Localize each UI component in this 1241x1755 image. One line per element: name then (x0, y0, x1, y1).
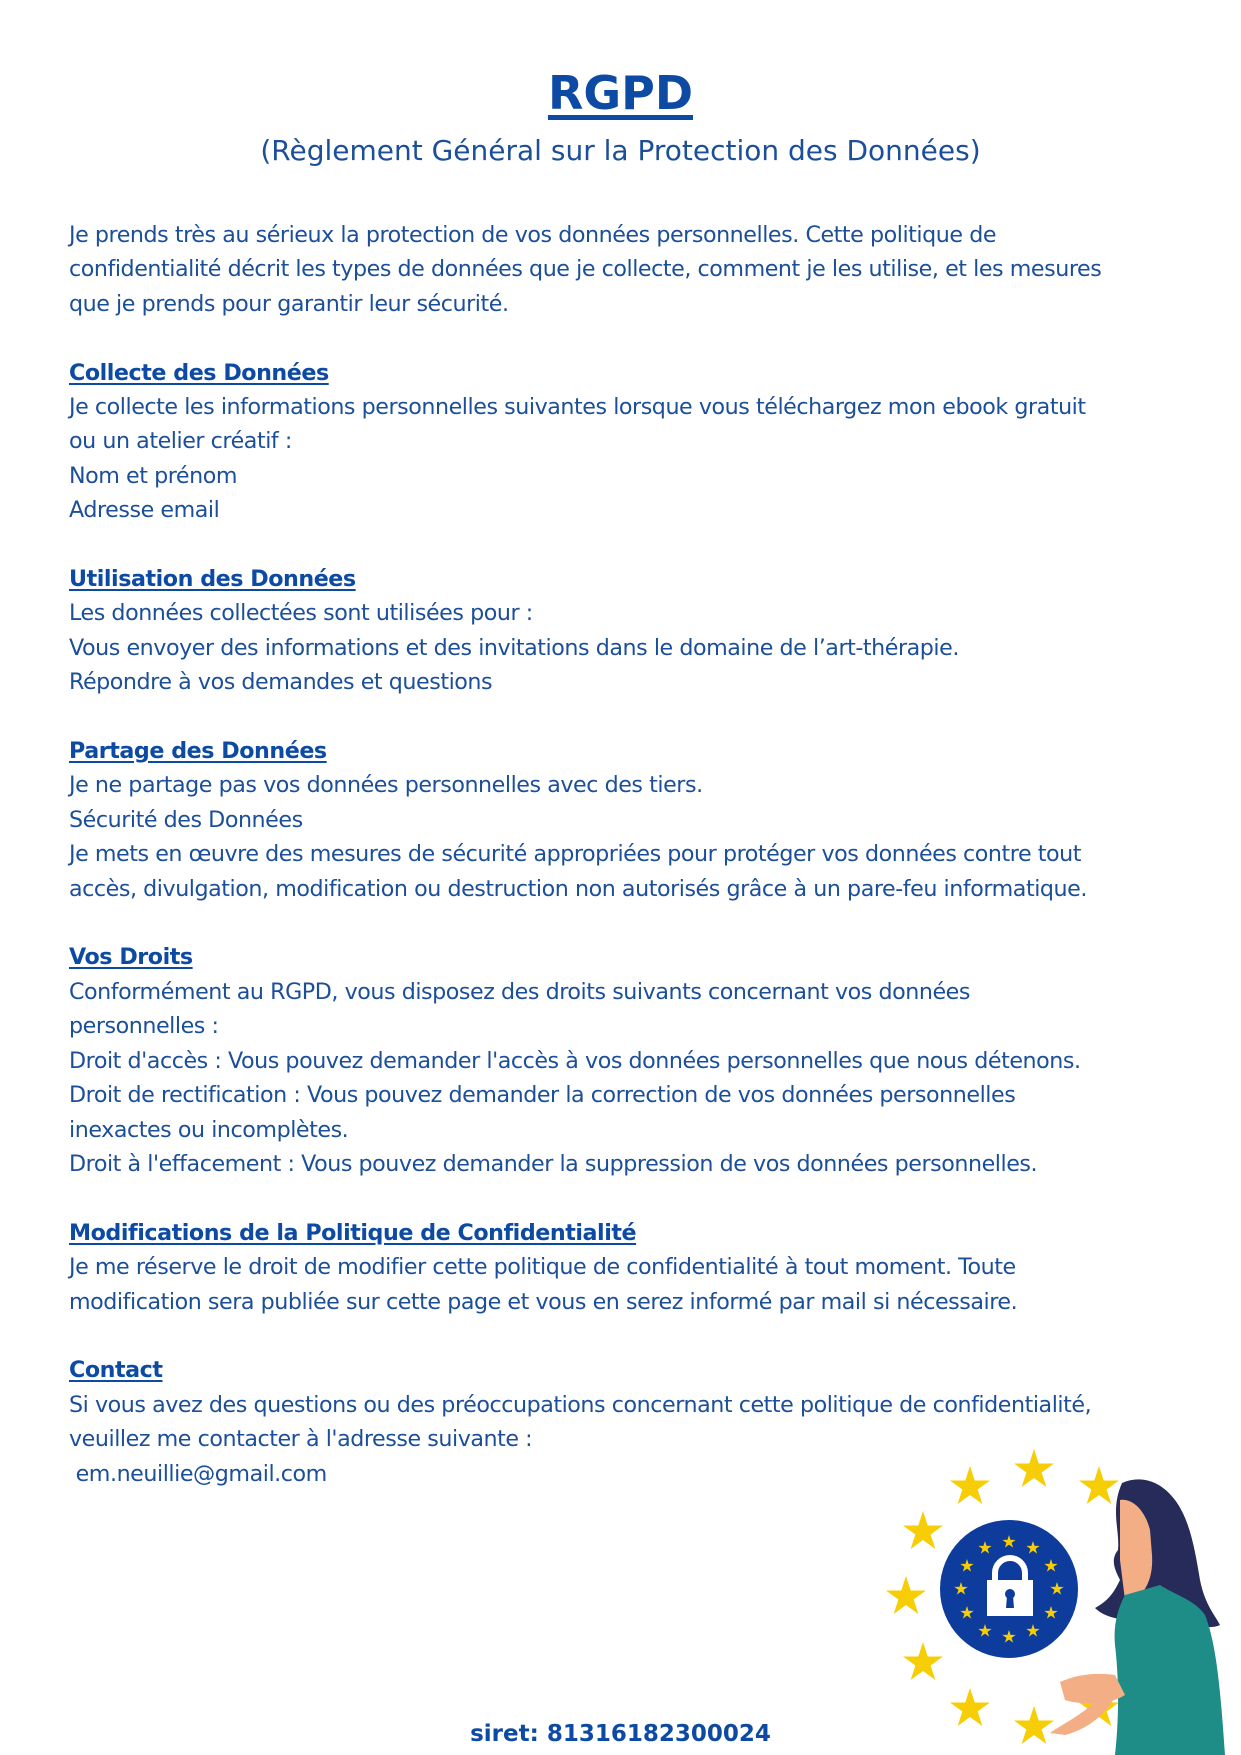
contact-email[interactable]: em.neuillie@gmail.com (69, 1460, 327, 1487)
section-collecte (69, 356, 1189, 528)
section-line: Sécurité des Données (69, 806, 303, 833)
intro-line: que je prends pour garantir leur sécurité. (69, 290, 509, 317)
section-partage (69, 734, 1189, 906)
section-heading: Collecte des Données (69, 359, 329, 386)
section-droits (69, 940, 1189, 1181)
section-line: modification sera publiée sur cette page et vous en serez informé par mail si nécessaire. (69, 1288, 1018, 1315)
section-heading: Utilisation des Données (69, 566, 356, 593)
section-line: accès, divulgation, modification ou destruction non autorisés grâce à un pare-feu informatique. (69, 875, 1087, 902)
intro-line: Je prends très au sérieux la protection de vos données personnelles. Cette politique de (69, 222, 997, 248)
section-line: Je me réserve le droit de modifier cette politique de confidentialité à tout moment. Toute (69, 1254, 1016, 1281)
section-line: Les données collectées sont utilisées pour : (69, 600, 533, 627)
section-line: Je ne partage pas vos données personnelles avec des tiers. (69, 772, 703, 799)
section-line: Vous envoyer des informations et des invitations dans le domaine de l’art-thérapie. (69, 634, 959, 661)
page-title: RGPD (547, 66, 694, 120)
section-utilisation (69, 562, 1189, 700)
section-line: Je mets en œuvre des mesures de sécurité appropriées pour protéger vos données contre tout (69, 841, 1082, 868)
intro-line: confidentialité décrit les types de données que je collecte, comment je les utilise, et les mesures (69, 256, 1102, 283)
section-line: Adresse email (69, 497, 220, 524)
intro-paragraph (69, 218, 1189, 321)
section-line: Conformément au RGPD, vous disposez des droits suivants concernant vos données (69, 978, 970, 1005)
section-heading: Partage des Données (69, 738, 327, 765)
section-line: personnelles : (69, 1013, 219, 1040)
section-line: Droit à l'effacement : Vous pouvez demander la suppression de vos données personnelles. (69, 1150, 1038, 1177)
section-line: ou un atelier créatif : (69, 428, 292, 455)
woman-figure-icon (1050, 1479, 1225, 1755)
document-body (69, 218, 1189, 1491)
section-heading: Vos Droits (69, 944, 193, 971)
section-line: veuillez me contacter à l'adresse suivante : (69, 1426, 533, 1453)
section-line: Droit d'accès : Vous pouvez demander l'accès à vos données personnelles que nous détenons. (69, 1047, 1081, 1074)
section-line: inexactes ou incomplètes. (69, 1116, 349, 1143)
siret-number: siret: 81316182300024 (470, 1721, 771, 1747)
section-line: Je collecte les informations personnelles suivantes lorsque vous téléchargez mon ebook gratuit (69, 394, 1086, 421)
section-modifications (69, 1216, 1189, 1319)
section-line: Répondre à vos demandes et questions (69, 669, 493, 696)
eu-badge-icon (940, 1520, 1078, 1658)
section-line: Droit de rectification : Vous pouvez demander la correction de vos données personnelles (69, 1082, 1016, 1109)
page-subtitle: (Règlement Général sur la Protection des Données) (260, 134, 981, 167)
section-heading: Modifications de la Politique de Confidentialité (69, 1219, 637, 1246)
section-heading: Contact (69, 1357, 163, 1384)
eu-lock-illustration (870, 1420, 1241, 1755)
section-line: Si vous avez des questions ou des préoccupations concernant cette politique de confidentialité, (69, 1391, 1092, 1418)
section-line: Nom et prénom (69, 462, 238, 489)
